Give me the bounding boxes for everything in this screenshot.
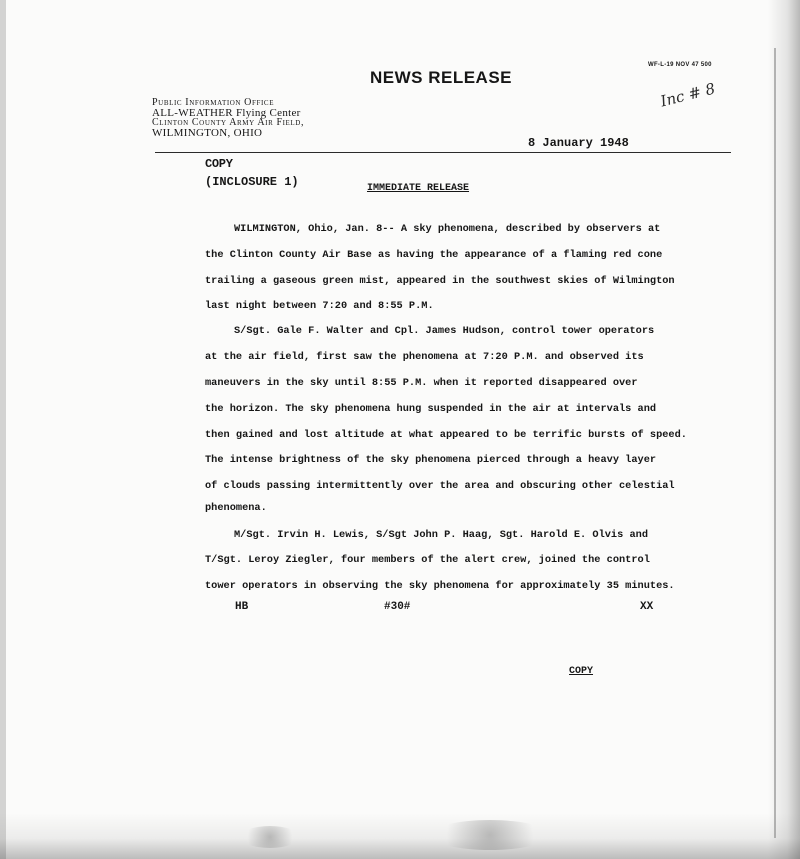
scan-smudge [240,826,300,848]
office-line-1: Public Information Office [152,97,275,108]
form-code: WF-L-19 NOV 47 500 [648,62,712,68]
body-line: WILMINGTON, Ohio, Jan. 8-- A sky phenomena, described by observers at [234,223,661,235]
release-type: IMMEDIATE RELEASE [367,183,470,194]
body-line: T/Sgt. Leroy Ziegler, four members of the alert crew, joined the control [205,554,650,566]
office-letterhead [152,98,304,138]
body-line: of clouds passing intermittently over the area and obscuring other celestial [205,480,675,492]
body-line: S/Sgt. Gale F. Walter and Cpl. James Hudson, control tower operators [234,325,655,337]
office-line-4: WILMINGTON, OHIO [152,127,263,139]
news-release-title: NEWS RELEASE [370,68,513,87]
header-rule [155,152,731,153]
office-line-2: ALL-WEATHER Flying Center [152,107,301,119]
body-line: tower operators in observing the sky phenomena for approximately 35 minutes. [205,580,675,592]
inclosure-label: (INCLOSURE 1) [205,175,299,189]
body-line: then gained and lost altitude at what appeared to be terrific bursts of speed. [205,429,687,441]
body-line: phenomena. [205,502,267,514]
copy-label-top: COPY [205,157,233,171]
scan-edge-left [0,0,6,859]
body-line: trailing a gaseous green mist, appeared in the southwest skies of Wilmington [205,275,675,287]
body-line: last night between 7:20 and 8:55 P.M. [205,300,434,312]
xx-mark: XX [640,601,654,613]
handwritten-note: Inc # 8 [658,79,717,111]
body-line: M/Sgt. Irvin H. Lewis, S/Sgt John P. Haag, Sgt. Harold E. Olvis and [234,529,649,541]
end-mark: #30# [384,601,411,613]
body-line: The intense brightness of the sky phenomena pierced through a heavy layer [205,454,657,466]
scan-smudge [430,820,550,850]
body-line: maneuvers in the sky until 8:55 P.M. when it reported disappeared over [205,377,638,389]
typist-initials: HB [235,601,249,613]
scan-edge-bottom [0,813,800,859]
body-line: at the air field, first saw the phenomena at 7:20 P.M. and observed its [205,351,644,363]
scan-edge-right [768,0,800,859]
office-line-3: Clinton County Army Air Field, [152,117,305,128]
scan-edge-line [774,48,776,838]
copy-label-bottom: COPY [569,666,594,677]
release-date: 8 January 1948 [528,136,629,150]
body-line: the Clinton County Air Base as having the appearance of a flaming red cone [205,249,663,261]
body-line: the horizon. The sky phenomena hung suspended in the air at intervals and [205,403,657,415]
